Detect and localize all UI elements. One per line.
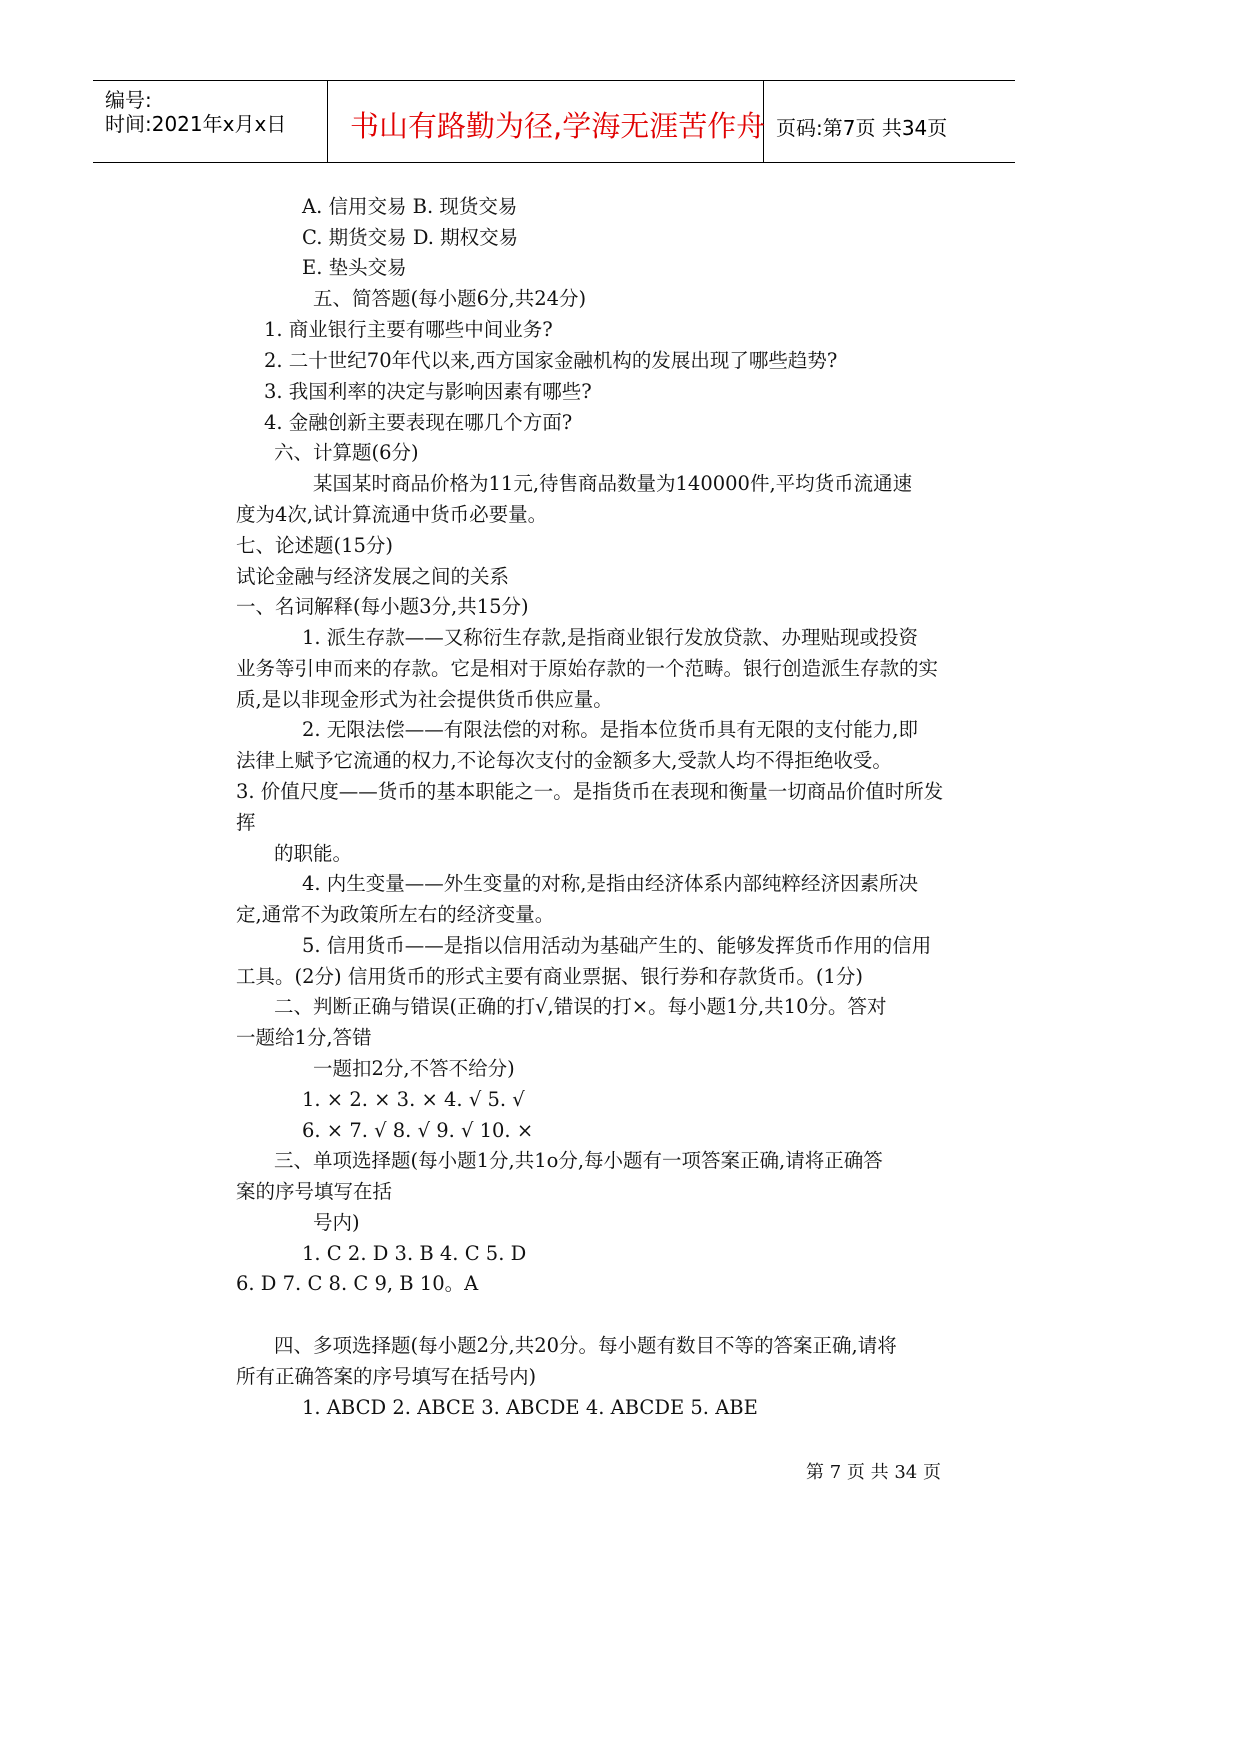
page-code: 页码:第7页 共34页: [776, 116, 948, 140]
header-divider-left: [327, 80, 328, 162]
answer-row: 6. × 7. √ 8. √ 9. √ 10. ×: [302, 1119, 534, 1142]
paragraph-line: 试论金融与经济发展之间的关系: [236, 565, 510, 588]
section-heading-multi-choice: 四、多项选择题(每小题2分,共20分。每小题有数目不等的答案正确,请将: [274, 1334, 897, 1357]
answer-row: 1. C 2. D 3. B 4. C 5. D: [302, 1242, 527, 1265]
paragraph-line: 挥: [236, 811, 256, 834]
header-bottom-rule: [93, 162, 1015, 163]
section-heading-terms: 一、名词解释(每小题3分,共15分): [236, 595, 529, 618]
time-label: 时间:2021年x月x日: [105, 112, 287, 136]
paragraph-line: 工具。(2分) 信用货币的形式主要有商业票据、银行券和存款货币。(1分): [236, 965, 863, 988]
serial-label: 编号:: [105, 88, 152, 112]
paragraph-line: 定,通常不为政策所左右的经济变量。: [236, 903, 555, 926]
paragraph-line: 法律上赋予它流通的权力,不论每次支付的金额多大,受款人均不得拒绝收受。: [236, 749, 892, 772]
section-heading-single-choice: 三、单项选择题(每小题1分,共1o分,每小题有一项答案正确,请将正确答: [274, 1149, 883, 1172]
section-heading-calculation: 六、计算题(6分): [274, 441, 419, 464]
section-heading-essay: 七、论述题(15分): [236, 534, 394, 557]
paragraph-line: 4. 内生变量——外生变量的对称,是指由经济体系内部纯粹经济因素所决: [302, 872, 919, 895]
paragraph-line: 某国某时商品价格为11元,待售商品数量为140000件,平均货币流通速: [313, 472, 913, 495]
section-heading-short-answer: 五、简答题(每小题6分,共24分): [313, 287, 587, 310]
paragraph-line: 一题扣2分,不答不给分): [313, 1057, 515, 1080]
section-heading-true-false: 二、判断正确与错误(正确的打√,错误的打×。每小题1分,共10分。答对: [274, 995, 887, 1018]
paragraph-line: 度为4次,试计算流通中货币必要量。: [236, 503, 548, 526]
question-line: 4. 金融创新主要表现在哪几个方面?: [264, 411, 573, 434]
option-line-cd: C. 期货交易 D. 期权交易: [302, 226, 519, 249]
paragraph-line: 案的序号填写在括: [236, 1180, 393, 1203]
paragraph-line: 5. 信用货币——是指以信用活动为基础产生的、能够发挥货币作用的信用: [302, 934, 932, 957]
answer-row: 1. × 2. × 3. × 4. √ 5. √: [302, 1088, 525, 1111]
paragraph-line: 2. 无限法偿——有限法偿的对称。是指本位货币具有无限的支付能力,即: [302, 718, 919, 741]
page-footer: 第 7 页 共 34 页: [806, 1462, 941, 1483]
question-line: 3. 我国利率的决定与影响因素有哪些?: [264, 380, 592, 403]
answer-row: 1. ABCD 2. ABCE 3. ABCDE 4. ABCDE 5. ABE: [302, 1396, 758, 1419]
motto-heading: 书山有路勤为径,学海无涯苦作舟: [350, 109, 766, 143]
paragraph-line: 3. 价值尺度——货币的基本职能之一。是指货币在表现和衡量一切商品价值时所发: [236, 780, 944, 803]
question-line: 2. 二十世纪70年代以来,西方国家金融机构的发展出现了哪些趋势?: [264, 349, 838, 372]
paragraph-line: 业务等引申而来的存款。它是相对于原始存款的一个范畴。银行创造派生存款的实: [236, 657, 939, 680]
paragraph-line: 号内): [313, 1211, 360, 1234]
paragraph-line: 一题给1分,答错: [236, 1026, 372, 1049]
paragraph-line: 所有正确答案的序号填写在括号内): [236, 1365, 537, 1388]
header-top-rule: [93, 80, 1015, 81]
paragraph-line: 的职能。: [274, 842, 353, 865]
answer-row: 6. D 7. C 8. C 9, B 10。A: [236, 1272, 479, 1295]
option-line-e: E. 垫头交易: [302, 256, 407, 279]
question-line: 1. 商业银行主要有哪些中间业务?: [264, 318, 553, 341]
option-line-ab: A. 信用交易 B. 现货交易: [302, 195, 518, 218]
paragraph-line: 质,是以非现金形式为社会提供货币供应量。: [236, 688, 613, 711]
paragraph-line: 1. 派生存款——又称衍生存款,是指商业银行发放贷款、办理贴现或投资: [302, 626, 919, 649]
